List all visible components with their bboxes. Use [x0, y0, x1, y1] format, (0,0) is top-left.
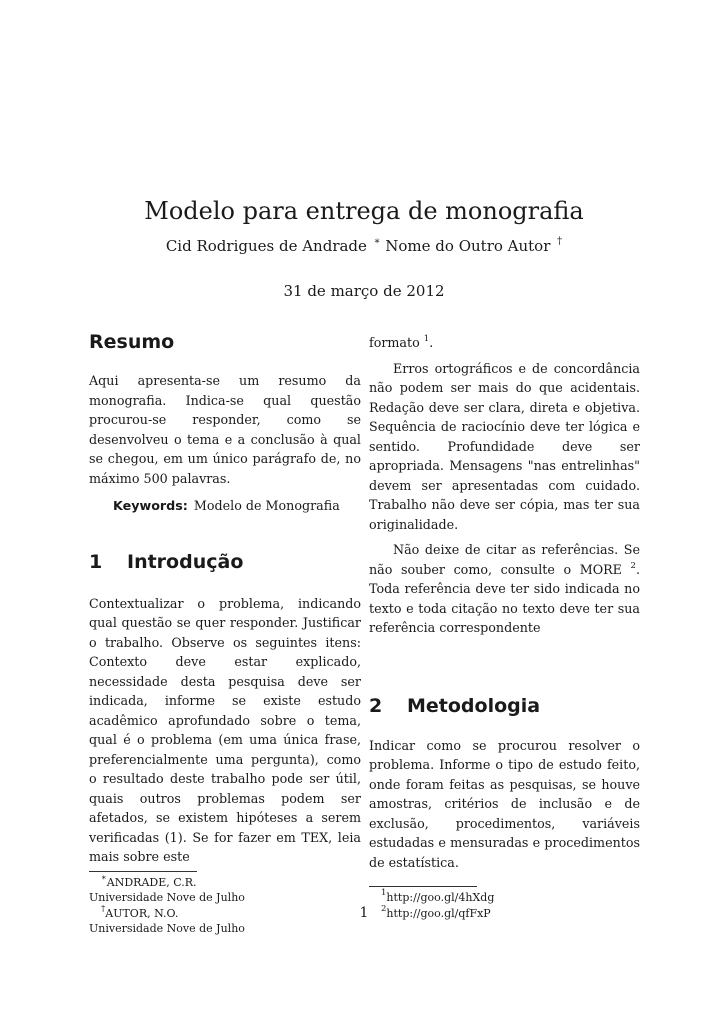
author-1-footnote-mark: ∗ — [373, 236, 381, 247]
section-2-title: Metodologia — [407, 694, 541, 717]
right-paragraph-3-end: . Toda referência deve ter sido indicada no texto e toda citação no texto deve ter sua referência correspondente — [369, 561, 640, 635]
footnote-2-affiliation: Universidade Nove de Julho — [89, 922, 245, 935]
section-1-number: 1 — [89, 550, 103, 573]
footnote-url-1-link[interactable]: http://goo.gl/4hXdg — [386, 891, 495, 904]
footnote-rule-right — [369, 886, 477, 887]
footnote-2-name: AUTOR, N.O. — [105, 906, 179, 920]
left-column — [89, 330, 361, 937]
section-2-text: Indicar como se procurou resolver o problema. Informe o tipo de estudo feito, onde foram feitas as pesquisas, se houve amostras, critérios de inclusão e de exclusão, procedimentos, variáveis estudadas e mensuradas e procedimentos de estatística. — [369, 737, 640, 870]
continuation-text — [369, 333, 640, 353]
section-1-heading — [89, 550, 361, 574]
right-paragraph-3 — [369, 540, 640, 638]
footnote-url-2-mark: 2 — [381, 903, 387, 914]
author-1: Cid Rodrigues de Andrade — [165, 237, 367, 255]
footnote-rule-left — [89, 871, 197, 872]
footnote-1-name: ANDRADE, C.R. — [106, 875, 197, 889]
right-paragraph-2: Erros ortográficos e de concordância não podem ser mais do que acidentais. Redação deve ser clara, direta e objetiva. Sequência de raciocínio deve ter lógica e sentido. Profundidade deve ser apropriada. Mensagens "nas entrelinhas" devem ser apresentadas com cuidado. Trabalho não deve ser cópia, mas ter sua originalidade. — [369, 360, 640, 532]
abstract-text: Aqui apresenta-se um resumo da monografia. Indica-se qual questão procurou-se responder, como se desenvolveu o tema e a conclusão à qual se chegou, em um único parágrafo de, no máximo 500 palavras. — [89, 373, 361, 486]
continuation-end: . — [429, 335, 434, 350]
footnote-1-affiliation: Universidade Nove de Julho — [89, 891, 245, 904]
author-line — [0, 236, 728, 256]
footnote-url-1-mark: 1 — [381, 888, 387, 898]
keywords-value: Modelo de Monografia — [193, 498, 340, 513]
page-number: 1 — [359, 905, 369, 921]
footnote-1-mark: ∗ — [101, 872, 107, 883]
keywords-label: Keywords: — [113, 498, 188, 513]
author-2: Nome do Outro Autor — [385, 237, 551, 255]
section-2-number: 2 — [369, 694, 383, 717]
footnote-author-1 — [89, 872, 361, 891]
keywords-line — [89, 496, 361, 516]
footnote-ref-1: 1 — [423, 334, 430, 344]
abstract-heading: Resumo — [89, 331, 175, 353]
right-column — [369, 330, 640, 921]
right-paragraph-3-start: Não deixe de citar as referências. Se não souber como, consulte o MORE — [369, 542, 640, 577]
footnote-2-mark: † — [101, 903, 106, 914]
continuation-word: formato — [369, 335, 420, 350]
section-1-title: Introdução — [127, 550, 244, 573]
footnote-url-2-link[interactable]: http://goo.gl/qfFxP — [386, 906, 491, 920]
footnote-ref-2: 2 — [630, 560, 636, 571]
section-1-text: Contextualizar o problema, indicando qual questão se quer responder. Justificar o trabalho. Observe os seguintes itens: Contexto deve estar explicado, necessidade desta pesquisa deve ser indicada, informe se existe estudo acadêmico aprofundado sobre o tema, qual é o problema (em uma única frase, preferencialmente uma pergunta), como o resultado deste trabalho pode ser útil, quais outros problemas podem ser afetados, se existem hipóteses a serem verificadas (1). Se for fazer em TEX, leia mais sobre este — [89, 595, 361, 864]
paper-title: Modelo para entrega de monografia — [144, 197, 584, 225]
section-2-heading — [369, 694, 640, 718]
paper-date: 31 de março de 2012 — [283, 282, 445, 300]
author-2-footnote-mark: † — [557, 236, 563, 247]
